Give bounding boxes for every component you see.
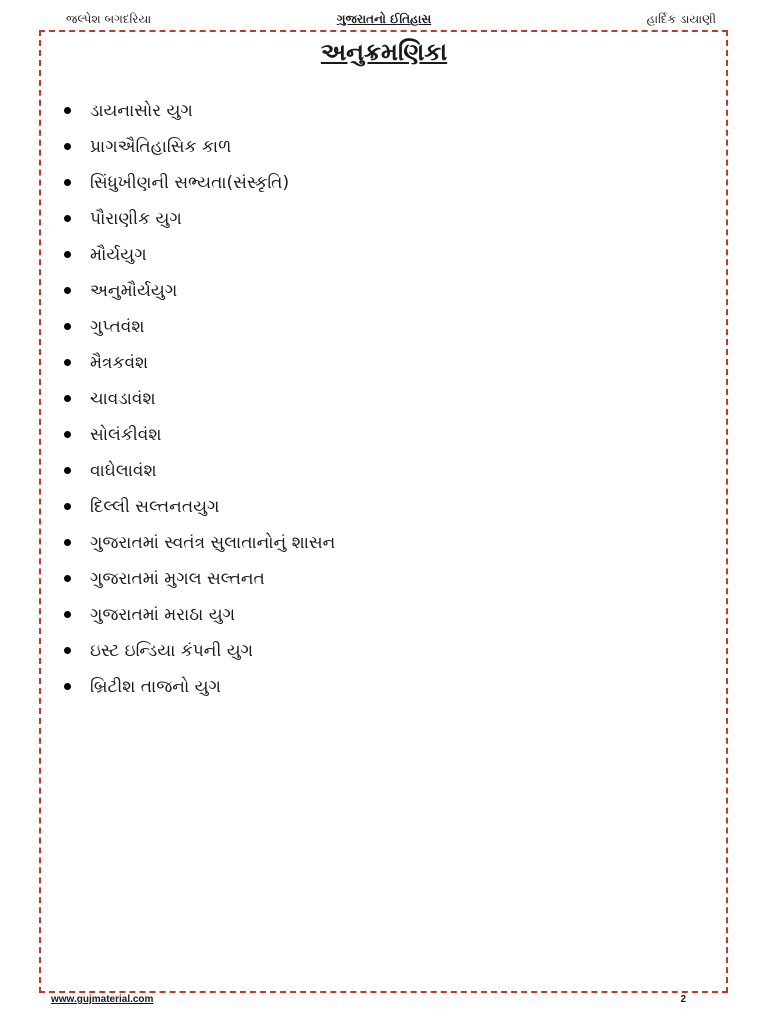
toc-item-label: ગુજરાતમાં મરાઠા યુગ xyxy=(90,605,236,625)
toc-item[interactable] xyxy=(62,528,335,564)
toc-item-label: વાઘેલાવંશ xyxy=(90,461,157,481)
toc-item[interactable] xyxy=(62,96,335,132)
page-title: અનુક્રમણિકા xyxy=(320,38,448,66)
toc-item[interactable] xyxy=(62,492,335,528)
toc-item[interactable] xyxy=(62,636,335,672)
toc-item[interactable] xyxy=(62,600,335,636)
page-number: 2 xyxy=(680,994,686,1005)
bullet-icon xyxy=(64,683,71,690)
author-left: જલ્પેશ બગદરિયા xyxy=(66,12,152,26)
toc-item-label: અનુમૌર્યયુગ xyxy=(90,281,178,301)
bullet-icon xyxy=(64,431,71,438)
toc-item-label: સિંધુખીણની સભ્યતા(સંસ્કૃતિ) xyxy=(90,173,290,193)
toc-item[interactable] xyxy=(62,672,335,708)
bullet-icon xyxy=(64,287,71,294)
toc-item-label: ગુજરાતમાં મુગલ સલ્તનત xyxy=(90,569,265,589)
toc-item[interactable] xyxy=(62,420,335,456)
toc-item[interactable] xyxy=(62,132,335,168)
bullet-icon xyxy=(64,467,71,474)
website-link[interactable]: www.gujmaterial.com xyxy=(51,994,154,1005)
toc-item[interactable] xyxy=(62,240,335,276)
toc-item-label: બ્રિટીશ તાજનો યુગ xyxy=(90,677,221,697)
toc-item-label: ડાયનાસોર યુગ xyxy=(90,101,193,121)
bullet-icon xyxy=(64,143,71,150)
book-title: ગુજરાતનો ઈતિહાસ xyxy=(336,12,432,26)
author-right: હાર્દિક ડાયાણી xyxy=(646,12,716,26)
bullet-icon xyxy=(64,251,71,258)
toc-item[interactable] xyxy=(62,168,335,204)
bullet-icon xyxy=(64,575,71,582)
toc-item[interactable] xyxy=(62,348,335,384)
toc-item[interactable] xyxy=(62,564,335,600)
bullet-icon xyxy=(64,215,71,222)
toc-item-label: મૌર્યયુગ xyxy=(90,245,147,265)
page-header xyxy=(0,10,768,30)
bullet-icon xyxy=(64,539,71,546)
page-footer xyxy=(0,994,768,1014)
bullet-icon xyxy=(64,503,71,510)
toc-item[interactable] xyxy=(62,456,335,492)
toc-item[interactable] xyxy=(62,276,335,312)
toc-item-label: પૌરાણીક યુગ xyxy=(90,209,182,229)
bullet-icon xyxy=(64,179,71,186)
toc-item-label: ચાવડાવંશ xyxy=(90,389,156,409)
toc-item-label: ગુપ્તવંશ xyxy=(90,317,145,337)
bullet-icon xyxy=(64,647,71,654)
toc-item-label: સોલંકીવંશ xyxy=(90,425,162,445)
toc-item[interactable] xyxy=(62,384,335,420)
bullet-icon xyxy=(64,323,71,330)
toc-item-label: ગુજરાતમાં સ્વતંત્ર સુલાતાનોનું શાસન xyxy=(90,533,336,553)
bullet-icon xyxy=(64,395,71,402)
toc-item-label: પ્રાગઐતિહાસિક કાળ xyxy=(90,137,232,157)
bullet-icon xyxy=(64,611,71,618)
bullet-icon xyxy=(64,359,71,366)
bullet-icon xyxy=(64,107,71,114)
table-of-contents xyxy=(62,96,335,708)
toc-item[interactable] xyxy=(62,204,335,240)
toc-item-label: દિલ્લી સલ્તનતયુગ xyxy=(90,497,220,517)
toc-item[interactable] xyxy=(62,312,335,348)
toc-item-label: મૈત્રકવંશ xyxy=(90,353,149,373)
toc-item-label: ઇસ્ટ ઇન્ડિયા કંપની યુગ xyxy=(90,641,254,661)
